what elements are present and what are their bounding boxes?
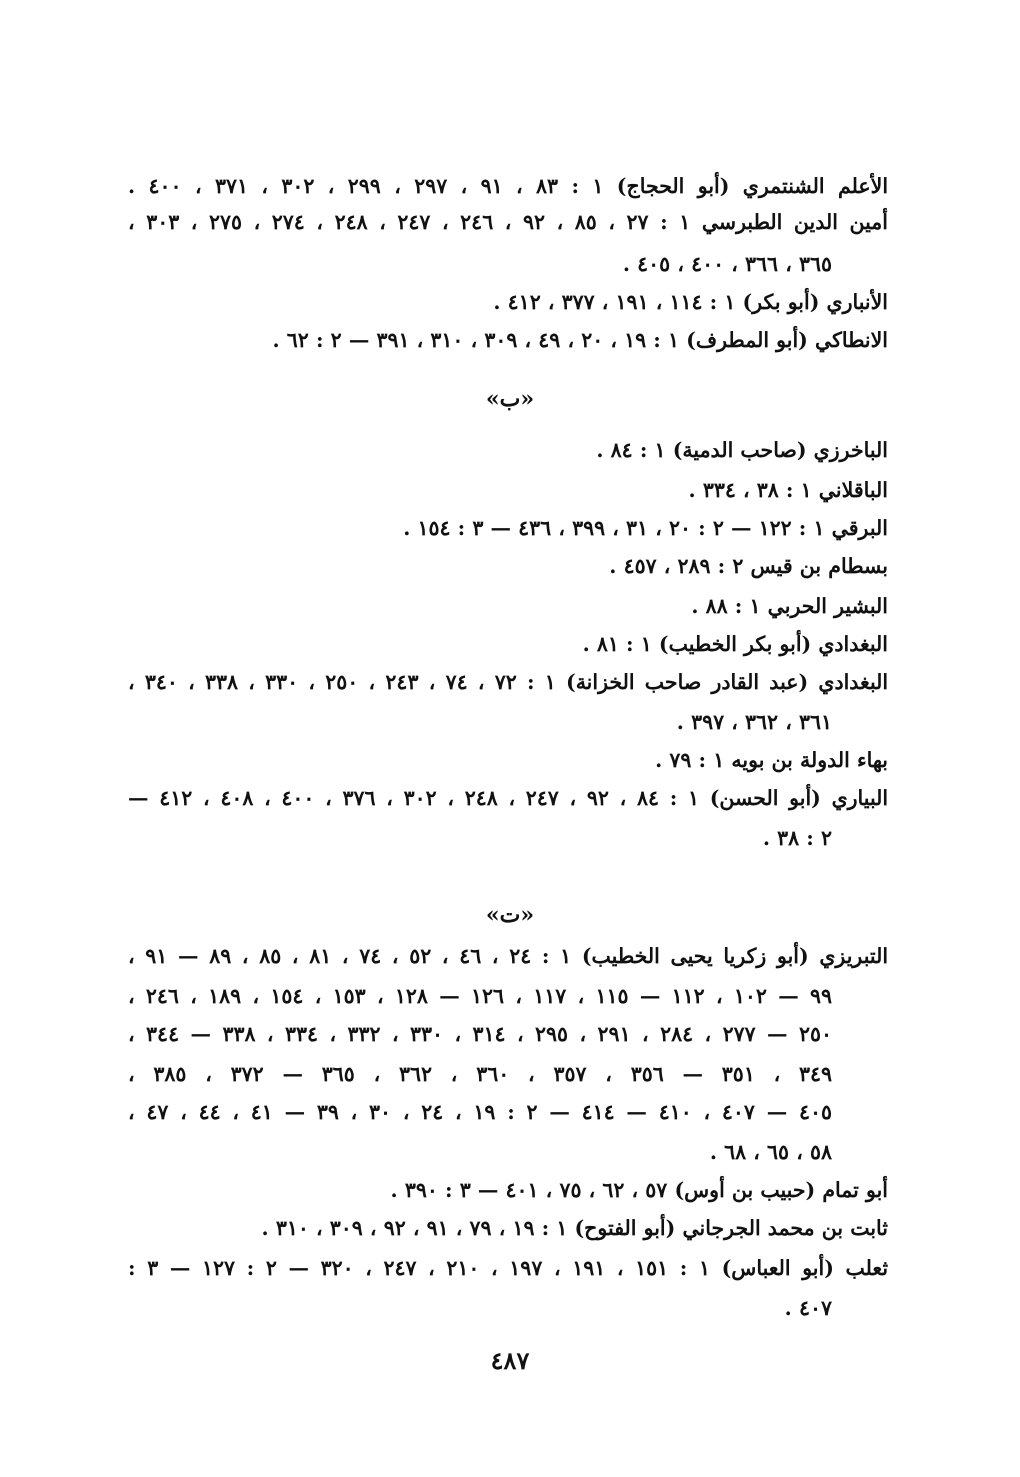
- index-entry-abu-tammam: أبو تمام (حبيب بن أوس) ٥٧ ، ٦٢ ، ٧٥ ، ٤٠١ — ٣ : ٣٩٠ .: [390, 1178, 888, 1202]
- index-entry-continuation: ٣٦٥ ، ٣٦٦ ، ٤٠٠ ، ٤٠٥ .: [622, 252, 832, 276]
- index-entry-continuation: ٣٤٩ ، ٣٥١ — ٣٥٦ ، ٣٥٧ ، ٣٦٠ ، ٣٦٢ ، ٣٦٥ — ٣٧٢ ، ٣٨٥ ،: [128, 1062, 833, 1086]
- index-entry-alamm-shantamari: الأعلم الشنتمري (أبو الحجاج) ١ : ٨٣ ، ٩١ ، ٢٩٧ ، ٢٩٩ ، ٣٠٢ ، ٣٧١ ، ٤٠٠ .: [128, 174, 889, 198]
- index-entry-bakharzi: الباخرزي (صاحب الدمية) ١ : ٨٤ .: [596, 438, 888, 462]
- index-entry-bashir-harbi: البشير الحربي ١ : ٨٨ .: [691, 594, 888, 618]
- index-entry-continuation: ٢ : ٣٨ .: [762, 826, 832, 850]
- index-entry-thalab: ثعلب (أبو العباس) ١ : ١٥١ ، ١٩١ ، ١٩٧ ، ٢١٠ ، ٢٤٧ ، ٣٢٠ — ٢ : ١٢٧ — ٣ :: [128, 1256, 889, 1280]
- index-entry-baghdadi-khizana: البغدادي (عبد القادر صاحب الخزانة) ١ : ٧٢ ، ٧٤ ، ٢٤٣ ، ٢٥٠ ، ٣٣٠ ، ٣٣٨ ، ٣٤٠ ،: [128, 670, 889, 694]
- index-entry-baqillani: الباقلاني ١ : ٣٨ ، ٣٣٤ .: [688, 478, 888, 502]
- index-entry-continuation: ٢٥٠ — ٢٧٧ ، ٢٨٤ ، ٢٩١ ، ٢٩٥ ، ٣١٤ ، ٣٣٠ ، ٣٣٢ ، ٣٣٤ ، ٣٣٨ — ٣٤٤ ،: [128, 1022, 833, 1046]
- index-entry-bayari: البياري (أبو الحسن) ١ : ٨٤ ، ٩٢ ، ٢٤٧ ، ٢٤٨ ، ٣٠٢ ، ٣٧٦ ، ٤٠٠ ، ٤٠٨ ، ٤١٢ —: [128, 786, 889, 810]
- index-entry-continuation: ٤٠٧ .: [784, 1296, 832, 1320]
- index-entry-antaki: الانطاكي (أبو المطرف) ١ : ١٩ ، ٢٠ ، ٤٩ ، ٣٠٩ ، ٣١٠ ، ٣٩١ — ٢ : ٦٢ .: [272, 328, 888, 352]
- index-entry-anbari: الأنباري (أبو بكر) ١ : ١١٤ ، ١٩١ ، ٣٧٧ ، ٤١٢ .: [493, 290, 888, 314]
- index-entry-thabit-jurjani: ثابت بن محمد الجرجاني (أبو الفتوح) ١ : ١٩ ، ٧٩ ، ٩١ ، ٩٢ ، ٣٠٩ ، ٣١٠ .: [261, 1216, 888, 1240]
- index-entry-continuation: ٥٨ ، ٦٥ ، ٦٨ .: [709, 1140, 832, 1164]
- section-header-ba: «ب»: [485, 386, 535, 412]
- index-entry-continuation: ٣٦١ ، ٣٦٢ ، ٣٩٧ .: [676, 710, 832, 734]
- index-entry-baha-dawla: بهاء الدولة بن بويه ١ : ٧٩ .: [655, 748, 888, 772]
- index-entry-continuation: ٩٩ — ١٠٢ ، ١١٢ — ١١٥ ، ١١٧ ، ١٢٦ — ١٢٨ ، ١٥٣ ، ١٥٤ ، ١٨٩ ، ٢٤٦ ،: [128, 984, 833, 1008]
- index-entry-amin-tabrisi: أمين الدين الطبرسي ١ : ٢٧ ، ٨٥ ، ٩٢ ، ٢٤٦ ، ٢٤٧ ، ٢٤٨ ، ٢٧٤ ، ٢٧٥ ، ٣٠٣ ،: [128, 210, 888, 234]
- index-entry-tabrizi: التبريزي (أبو زكريا يحيى الخطيب) ١ : ٢٤ ، ٤٦ ، ٥٢ ، ٧٤ ، ٨١ ، ٨٥ ، ٨٩ — ٩١ ،: [128, 944, 889, 968]
- index-entry-baghdadi-khatib: البغدادي (أبو بكر الخطيب) ١ : ٨١ .: [582, 632, 888, 656]
- index-entry-barqi: البرقي ١ : ١٢٢ — ٢ : ٢٠ ، ٣١ ، ٣٩٩ ، ٤٣٦ — ٣ : ١٥٤ .: [403, 516, 888, 540]
- index-entry-bistam: بسطام بن قيس ٢ : ٢٨٩ ، ٤٥٧ .: [609, 554, 888, 578]
- page-number: ٤٨٧: [490, 1346, 530, 1375]
- index-entry-continuation: ٤٠٥ — ٤٠٧ ، ٤١٠ — ٤١٤ — ٢ : ١٩ ، ٢٤ ، ٣٠ ، ٣٩ — ٤١ ، ٤٤ ، ٤٧ ،: [128, 1100, 833, 1124]
- section-header-ta: «ت»: [485, 902, 535, 928]
